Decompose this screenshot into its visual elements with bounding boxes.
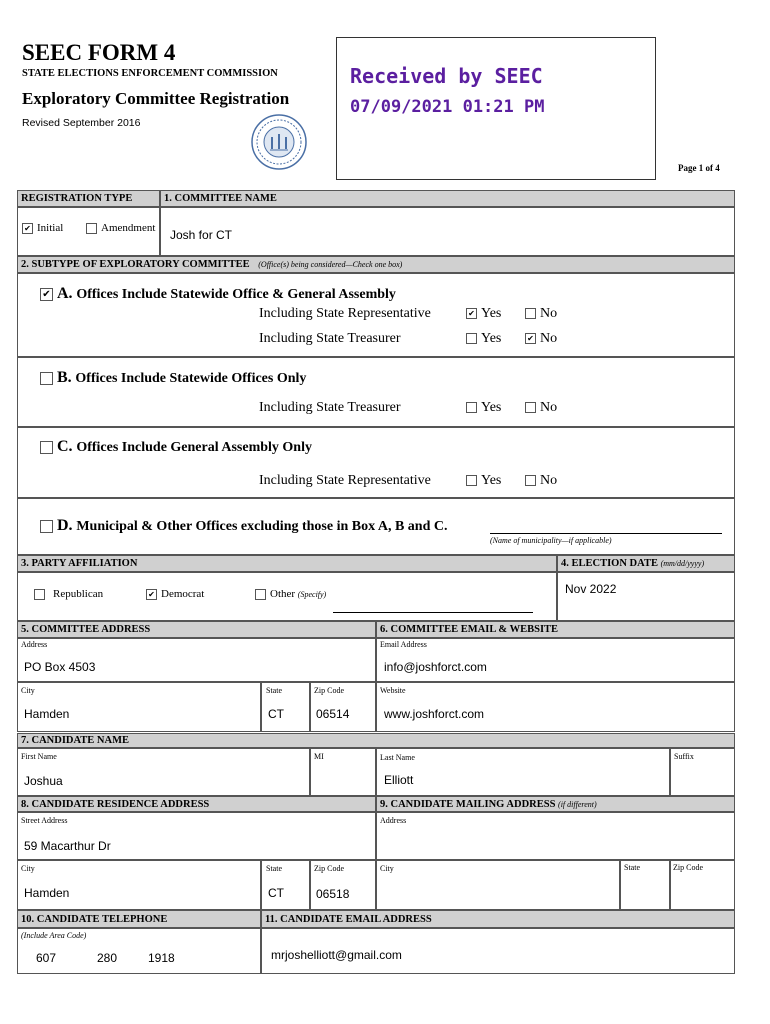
subtype-c-label: Offices Include General Assembly Only xyxy=(76,440,312,455)
subtype-b-q1-no[interactable]: No xyxy=(525,400,557,416)
subtype-label: 2. SUBTYPE OF EXPLORATORY COMMITTEE xyxy=(21,259,250,270)
city-label: City xyxy=(21,686,35,695)
subtype-a-q1-no-checkbox[interactable] xyxy=(525,308,536,319)
subtype-b-label: Offices Include Statewide Offices Only xyxy=(75,371,307,386)
mailing-city-cell xyxy=(376,860,620,910)
initial-checkbox[interactable]: ✔ xyxy=(22,223,33,234)
other-checkbox[interactable] xyxy=(255,589,266,600)
subtype-note: (Office(s) being considered—Check one box) xyxy=(258,260,403,269)
subtype-b-checkbox[interactable] xyxy=(40,372,53,385)
received-stamp-box xyxy=(336,37,656,180)
subtype-b-letter: B. xyxy=(57,369,72,386)
subtype-a-letter: A. xyxy=(57,285,73,302)
subtype-a-q1-no[interactable]: No xyxy=(525,306,557,322)
subtype-c-q1-yes-checkbox[interactable] xyxy=(466,475,477,486)
committee-city-value[interactable]: Hamden xyxy=(24,707,70,721)
amendment-checkbox[interactable] xyxy=(86,223,97,234)
subtype-a-q2-yes[interactable]: Yes xyxy=(466,331,501,347)
committee-state-value[interactable]: CT xyxy=(268,707,284,721)
residence-header: 8. CANDIDATE RESIDENCE ADDRESS xyxy=(17,796,376,812)
residence-street-value[interactable]: 59 Macarthur Dr xyxy=(24,839,111,853)
state-label: State xyxy=(266,686,282,695)
subtype-c-q1-no-checkbox[interactable] xyxy=(525,475,536,486)
zip-label: Zip Code xyxy=(314,686,344,695)
form-title: SEEC FORM 4 xyxy=(22,40,176,65)
subtype-c-q1-yes[interactable]: Yes xyxy=(466,473,501,489)
subtype-d-option[interactable] xyxy=(40,517,447,535)
mailing-zip-label: Zip Code xyxy=(673,863,703,872)
initial-option[interactable] xyxy=(22,222,63,234)
residence-city-label: City xyxy=(21,864,35,873)
election-date-value[interactable]: Nov 2022 xyxy=(565,582,617,596)
subtype-c-letter: C. xyxy=(57,438,73,455)
last-name-cell xyxy=(376,748,670,796)
amendment-option[interactable] xyxy=(86,222,155,234)
candidate-email-header: 11. CANDIDATE EMAIL ADDRESS xyxy=(261,910,735,928)
telephone-prefix[interactable]: 280 xyxy=(97,951,118,965)
party-democrat[interactable]: ✔ Democrat xyxy=(146,588,204,600)
mailing-address-cell xyxy=(376,812,735,860)
last-name-value[interactable]: Elliott xyxy=(384,773,414,787)
subtype-c-option[interactable] xyxy=(40,438,312,456)
subtype-a-q2-yes-checkbox[interactable] xyxy=(466,333,477,344)
subtype-b-section xyxy=(17,357,735,427)
municipality-input-line[interactable] xyxy=(490,532,722,534)
candidate-email-value[interactable]: mrjoshelliott@gmail.com xyxy=(271,948,402,962)
municipality-note: (Name of municipality—if applicable) xyxy=(490,536,612,545)
mailing-city-label: City xyxy=(380,864,394,873)
party-republican[interactable]: Republican xyxy=(34,588,103,600)
subtype-d-label: Municipal & Other Offices excluding those in Box A, B and C. xyxy=(76,519,448,534)
party-other-specify-line[interactable] xyxy=(333,612,533,613)
subtype-a-q1-yes[interactable]: ✔ Yes xyxy=(466,306,501,322)
subtype-a-q1: Including State Representative xyxy=(259,306,431,321)
democrat-checkbox[interactable]: ✔ xyxy=(146,589,157,600)
subtype-a-q2-no-checkbox[interactable]: ✔ xyxy=(525,333,536,344)
mailing-header: 9. CANDIDATE MAILING ADDRESS (if different) xyxy=(376,796,735,812)
stamp-datetime: 07/09/2021 01:21 PM xyxy=(350,97,545,117)
street-label: Street Address xyxy=(21,816,68,825)
residence-state-label: State xyxy=(266,864,282,873)
election-date-cell xyxy=(557,571,735,621)
candidate-name-header: 7. CANDIDATE NAME xyxy=(17,733,735,748)
subtype-d-letter: D. xyxy=(57,517,73,534)
form-name: Exploratory Committee Registration xyxy=(22,89,290,108)
subtype-a-checkbox[interactable]: ✔ xyxy=(40,288,53,301)
page-number: Page 1 of 4 xyxy=(678,163,720,173)
committee-name-value[interactable]: Josh for CT xyxy=(170,228,233,242)
first-name-value[interactable]: Joshua xyxy=(24,774,63,788)
subtype-d-checkbox[interactable] xyxy=(40,520,53,533)
telephone-area-code[interactable]: 607 xyxy=(36,951,57,965)
committee-name-header: 1. COMMITTEE NAME xyxy=(160,190,735,208)
subtype-b-q1-no-checkbox[interactable] xyxy=(525,402,536,413)
address-label: Address xyxy=(21,640,48,649)
republican-checkbox[interactable] xyxy=(34,589,45,600)
website-label: Website xyxy=(380,686,406,695)
committee-name-cell xyxy=(160,206,735,256)
subtype-a-q2-no[interactable]: ✔ No xyxy=(525,331,557,347)
residence-city-cell xyxy=(17,860,261,910)
suffix-label: Suffix xyxy=(674,752,694,761)
amendment-label: Amendment xyxy=(101,222,156,234)
committee-address-value[interactable]: PO Box 4503 xyxy=(24,660,96,674)
initial-label: Initial xyxy=(37,222,64,234)
telephone-header: 10. CANDIDATE TELEPHONE xyxy=(17,910,261,928)
revised-date: Revised September 2016 xyxy=(22,117,141,129)
party-other[interactable]: Other (Specify) xyxy=(255,588,326,600)
registration-type-header: REGISTRATION TYPE xyxy=(17,190,160,208)
subtype-b-option[interactable] xyxy=(40,369,306,387)
subtype-a-label: Offices Include Statewide Office & General Assembly xyxy=(76,287,396,302)
stamp-received: Received by SEEC xyxy=(350,64,543,88)
email-label: Email Address xyxy=(380,640,427,649)
mi-label: MI xyxy=(314,752,324,761)
telephone-line[interactable]: 1918 xyxy=(148,951,175,965)
last-name-label: Last Name xyxy=(380,753,415,762)
subtype-b-q1-yes[interactable]: Yes xyxy=(466,400,501,416)
subtype-a-q1-yes-checkbox[interactable]: ✔ xyxy=(466,308,477,319)
committee-email-header: 6. COMMITTEE EMAIL & WEBSITE xyxy=(376,621,735,639)
first-name-label: First Name xyxy=(21,752,57,761)
subtype-a-option[interactable] xyxy=(40,285,396,303)
party-header: 3. PARTY AFFILIATION xyxy=(17,555,557,573)
residence-state-value[interactable]: CT xyxy=(268,886,284,900)
residence-zip-value[interactable]: 06518 xyxy=(316,887,350,901)
subtype-b-q1: Including State Treasurer xyxy=(259,400,401,415)
election-date-header: 4. ELECTION DATE (mm/dd/yyyy) xyxy=(557,555,735,573)
mailing-state-label: State xyxy=(624,863,640,872)
committee-email-value[interactable]: info@joshforct.com xyxy=(384,660,487,674)
telephone-note: (Include Area Code) xyxy=(21,931,87,940)
subtype-a-q2: Including State Treasurer xyxy=(259,331,401,346)
residence-zip-label: Zip Code xyxy=(314,864,344,873)
committee-zip-value[interactable]: 06514 xyxy=(316,707,350,721)
mailing-address-label: Address xyxy=(380,816,407,825)
subtype-c-q1-no[interactable]: No xyxy=(525,473,557,489)
agency-name: STATE ELECTIONS ENFORCEMENT COMMISSION xyxy=(22,68,278,79)
subtype-b-q1-yes-checkbox[interactable] xyxy=(466,402,477,413)
state-seal-icon xyxy=(250,113,308,171)
residence-city-value[interactable]: Hamden xyxy=(24,886,70,900)
subtype-c-q1: Including State Representative xyxy=(259,473,431,488)
subtype-c-checkbox[interactable] xyxy=(40,441,53,454)
first-name-cell xyxy=(17,748,310,796)
committee-address-header: 5. COMMITTEE ADDRESS xyxy=(17,621,376,639)
committee-website-value[interactable]: www.joshforct.com xyxy=(384,707,485,721)
